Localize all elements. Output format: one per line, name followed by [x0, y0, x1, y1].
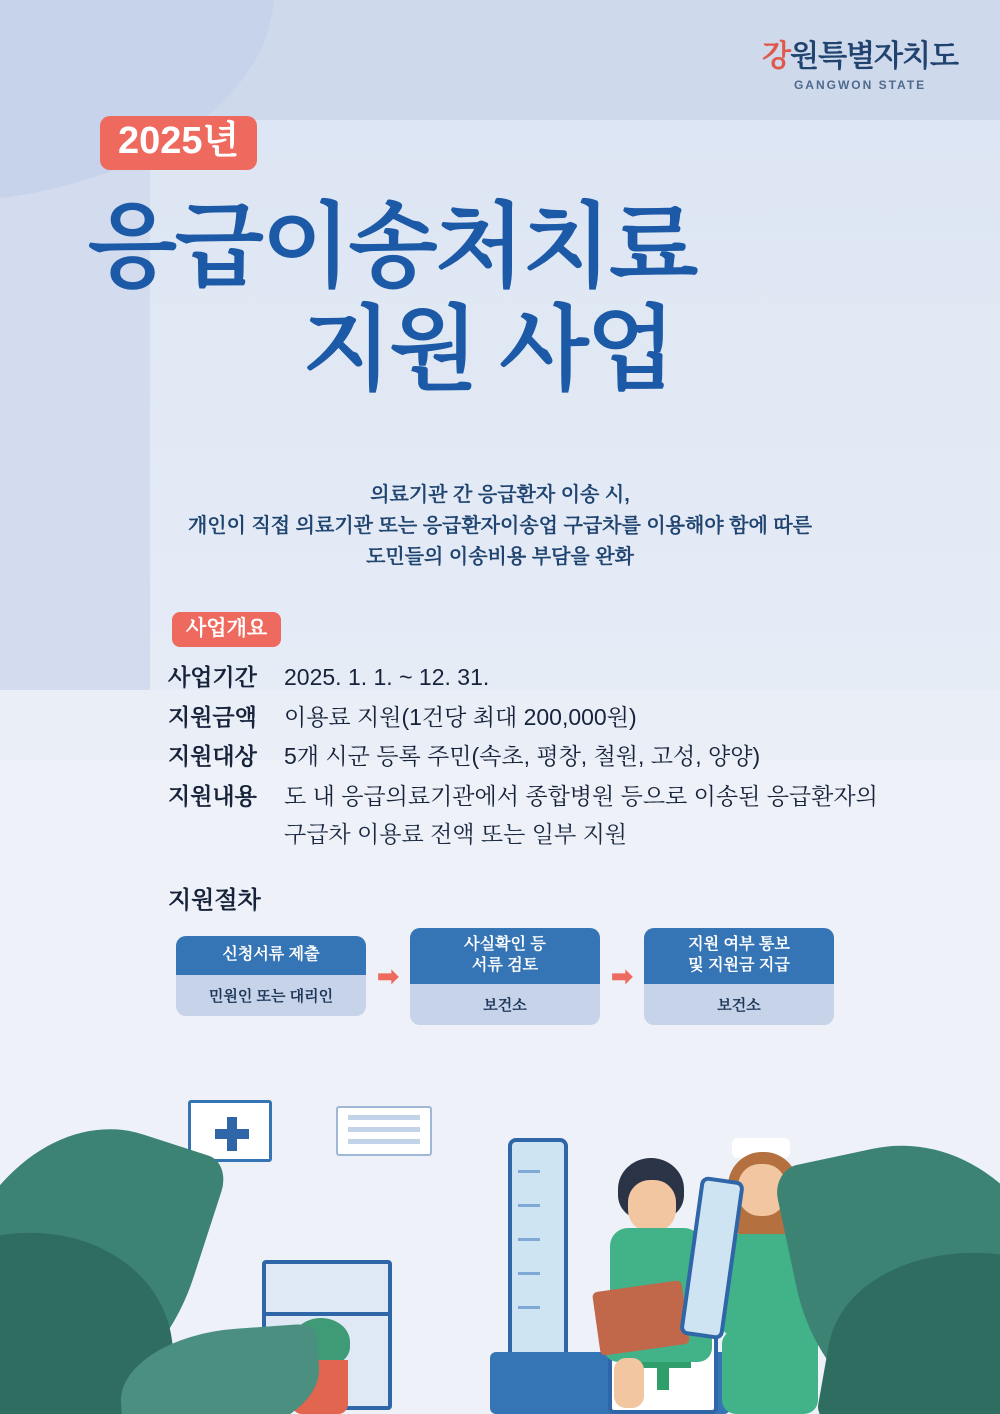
subtitle-line-1: 의료기관 간 응급환자 이송 시, [370, 484, 630, 506]
title-line-1: 응급이송처치료 [88, 196, 697, 298]
overview-row-value: 도 내 응급의료기관에서 종합병원 등으로 이송된 응급환자의 [284, 782, 878, 809]
flow-step [410, 928, 600, 1025]
logo-name-rest: 원특별자치도 [790, 40, 958, 73]
title-line-2: 지원 사업 [302, 299, 674, 402]
overview-row [168, 658, 968, 698]
flow-arrow-icon: ➡ [611, 960, 633, 991]
flow-arrow-icon: ➡ [377, 960, 399, 991]
logo-accent-char: 강 [762, 40, 791, 73]
clipboard-icon [592, 1280, 690, 1356]
gangwon-logo [762, 42, 958, 92]
page-title [88, 196, 928, 402]
document-frame-icon [336, 1106, 432, 1156]
overview-row-value: 이용료 지원(1건당 최대 200,000원) [284, 703, 637, 730]
flow-step-title-line2: 및 지원금 지급 [688, 956, 790, 974]
flow-step-title [644, 928, 834, 984]
overview-continuation: 구급차 이용료 전액 또는 일부 지원 [284, 821, 628, 848]
flow-step-actor: 민원인 또는 대리인 [208, 988, 334, 1006]
overview-row [168, 777, 968, 817]
subtitle-line-3: 도민들의 이송비용 부담을 완화 [366, 546, 634, 568]
overview-row-label: 지원금액 [168, 703, 257, 730]
year-badge: 2025년 [100, 116, 257, 170]
procedure-heading: 지원절차 [168, 887, 261, 914]
flow-step-title: 신청서류 제출 [176, 936, 366, 975]
procedure-flow [176, 928, 834, 1025]
overview-row [168, 737, 968, 777]
flow-step-actor: 보건소 [483, 996, 527, 1014]
section-badge-overview: 사업개요 [172, 612, 281, 647]
overview-row-value: 2025. 1. 1. ~ 12. 31. [284, 664, 490, 690]
flow-step-title-line2: 서류 검토 [471, 956, 539, 974]
overview-row-label: 지원내용 [168, 782, 257, 809]
flow-step-title [410, 928, 600, 984]
overview-list [168, 658, 968, 853]
flow-step [644, 928, 834, 1025]
subtitle [100, 480, 900, 573]
overview-row-label: 사업기간 [168, 664, 257, 690]
flow-step-title-line1: 사실확인 등 [464, 936, 546, 953]
flow-step-actor: 보건소 [717, 996, 761, 1014]
flow-step [176, 936, 366, 1016]
overview-row [168, 698, 968, 738]
logo-english-name: GANGWON STATE [793, 78, 927, 92]
overview-row-label: 지원대상 [168, 743, 257, 770]
subtitle-line-2: 개인이 직접 의료기관 또는 응급환자이송업 구급차를 이용해야 함에 따른 [187, 515, 813, 537]
overview-row-value: 5개 시군 등록 주민(속초, 평창, 철원, 고성, 양양) [284, 743, 761, 770]
flow-step-title-line1: 지원 여부 통보 [688, 936, 790, 953]
large-syringe-icon [508, 1138, 568, 1368]
logo-korean-name [762, 42, 958, 72]
